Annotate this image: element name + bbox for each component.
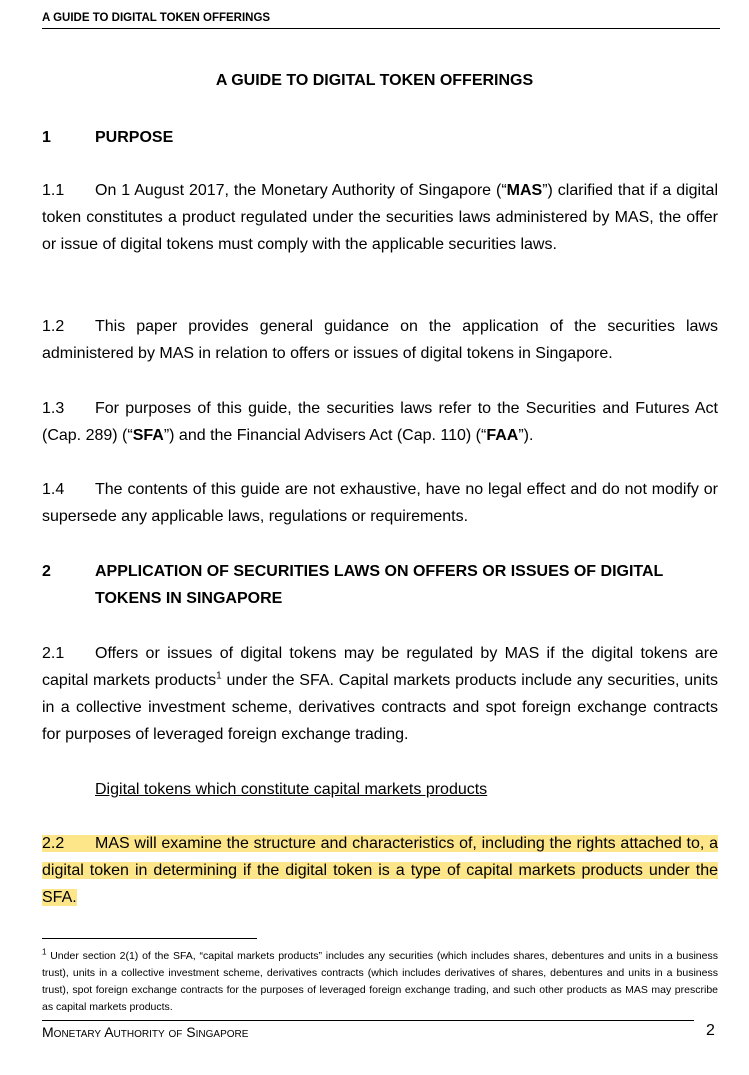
- footnote-reference[interactable]: 1: [216, 670, 222, 682]
- paragraph-text: MAS will examine the structure and characteristics of, including the rights attached to, a digital token in determining if the digital token is a type of capital markets products under the SFA.: [42, 835, 718, 906]
- section-number: 1: [42, 129, 51, 146]
- paragraph-number: 1.1: [42, 182, 65, 199]
- paragraph-number: 1.2: [42, 318, 65, 335]
- paragraph-number: 1.4: [42, 481, 65, 498]
- paragraph-number: 1.3: [42, 400, 65, 417]
- document-title: A GUIDE TO DIGITAL TOKEN OFFERINGS: [215, 72, 534, 89]
- footnote-divider: [42, 938, 257, 939]
- paragraph-text: For purposes of this guide, the securities laws refer to the Securities and Futures Act (Cap. 289) (“: [42, 400, 718, 444]
- paragraph-2-2: [42, 830, 718, 911]
- defined-term: SFA: [132, 427, 164, 444]
- section-2-heading: [42, 558, 718, 612]
- section-title: APPLICATION OF SECURITIES LAWS ON OFFERS OR ISSUES OF DIGITAL TOKENS IN SINGAPORE: [95, 563, 664, 607]
- paragraph-text: Offers or issues of digital tokens may be regulated by MAS if the digital tokens are capital markets products: [42, 645, 718, 689]
- footer-divider: [42, 1020, 694, 1021]
- subheading: Digital tokens which constitute capital markets products: [95, 781, 488, 798]
- footer-organization: Monetary Authority of Singapore: [42, 1024, 249, 1040]
- paragraph-1-1: [42, 177, 718, 258]
- footnote-text: Under section 2(1) of the SFA, “capital markets products” includes any securities (which includes shares, debentures and units in a business trust), units in a collective investment scheme, derivatives contracts (which includes derivatives of shares, debentures and units in a business trust), spot foreign exchange contracts for the purposes of leveraged foreign exchange trading, and such other products as MAS may prescribe as capital markets products.: [42, 950, 718, 1013]
- paragraph-2-1: [42, 640, 718, 748]
- paragraph-1-4: [42, 476, 718, 530]
- paragraph-number: 2.2: [42, 835, 65, 852]
- page-number: 2: [706, 1022, 715, 1039]
- paragraph-1-3: [42, 395, 718, 449]
- paragraph-text: ”) and the Financial Advisers Act (Cap. 110) (“: [163, 427, 487, 444]
- footnote-marker: 1: [42, 947, 47, 957]
- paragraph-text: On 1 August 2017, the Monetary Authority of Singapore (“: [95, 182, 507, 199]
- section-title: PURPOSE: [95, 129, 174, 146]
- footnote: [42, 948, 718, 1016]
- paragraph-text: This paper provides general guidance on the application of the securities laws administered by MAS in relation to offers or issues of digital tokens in Singapore.: [42, 318, 718, 362]
- paragraph-1-2: [42, 313, 718, 367]
- section-number: 2: [42, 563, 51, 580]
- paragraph-text: ”).: [518, 427, 534, 444]
- highlight: [42, 835, 718, 906]
- defined-term: FAA: [486, 427, 519, 444]
- paragraph-text: The contents of this guide are not exhaustive, have no legal effect and do not modify or supersede any applicable laws, regulations or requirements.: [42, 481, 718, 525]
- paragraph-text: ”) clarified that if a digital token constitutes a product regulated under the securities laws administered by MAS, the offer or issue of digital tokens must comply with the applicable securities laws.: [42, 182, 719, 253]
- paragraph-text: under the SFA. Capital markets products include any securities, units in a collective investment scheme, derivatives contracts and spot foreign exchange contracts for purposes of leveraged foreign exchange trading.: [42, 672, 719, 743]
- paragraph-number: 2.1: [42, 645, 65, 662]
- section-1-heading: [42, 124, 718, 151]
- defined-term: MAS: [506, 182, 543, 199]
- running-header: A GUIDE TO DIGITAL TOKEN OFFERINGS: [42, 12, 720, 29]
